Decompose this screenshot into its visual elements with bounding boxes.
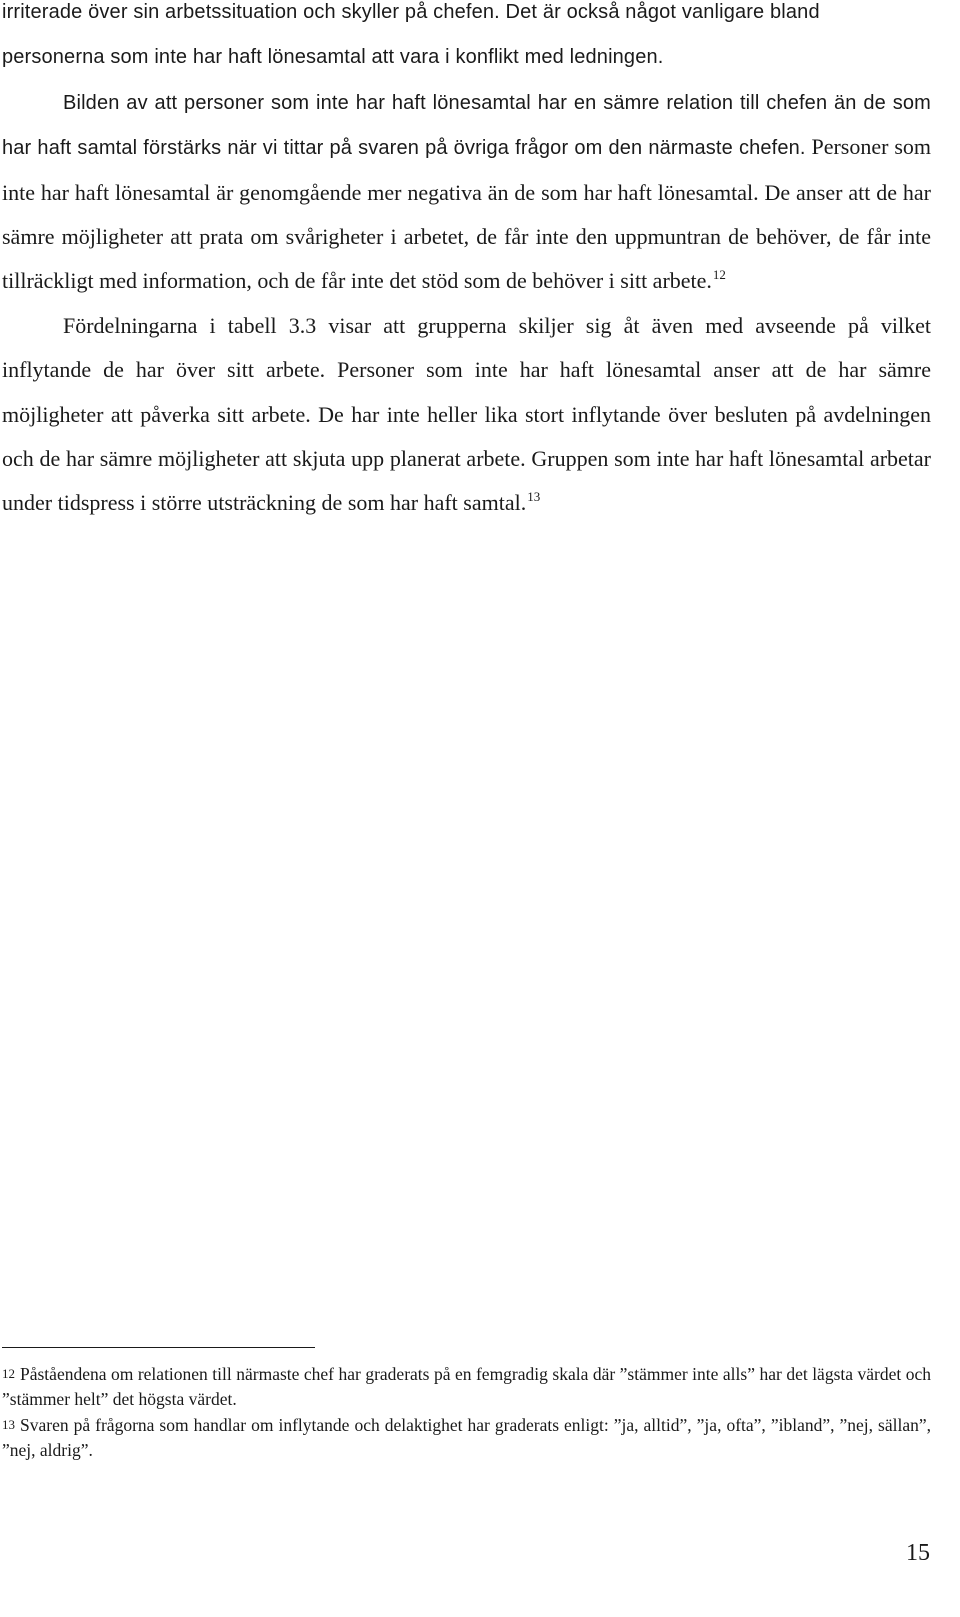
footnote-ref-13[interactable]: 13: [527, 489, 541, 505]
paragraph-1-line-1: irriterade över sin arbetssituation och skyller på chefen. Det är också något vanligare bland: [2, 1, 820, 23]
paragraph-1-line-2: personerna som inte har haft lönesamtal att vara i konflikt med ledningen.: [2, 46, 664, 69]
footnote-number: 13: [2, 1417, 15, 1432]
footnote-ref-12[interactable]: 12: [712, 267, 726, 283]
footnotes: [2, 1361, 931, 1463]
footnote-13: [2, 1412, 931, 1463]
paragraph-2-serif-text: Personer som inte har haft lönesamtal är genomgående mer negativa än de som har haft lönesamtal. De anser att de har sämre möjligheter att prata om svårigheter i arbetet, de får inte den uppmuntran de behöver, de får inte tillräckligt med information, och de får inte det stöd som de behöver i sitt arbete.: [2, 134, 931, 294]
paragraph-2: [2, 80, 931, 304]
footnote-text: Svaren på frågorna som handlar om inflytande och delaktighet har graderats enligt: ”ja, alltid”, ”ja, ofta”, ”ibland”, ”nej, sällan”, ”nej, aldrig”.: [2, 1415, 931, 1460]
paragraph-2-sans-text: Bilden av att personer som inte har haft lönesamtal har en sämre relation till chefen än de som har haft samtal förstärks när vi tittar på svaren på övriga frågor om den närmaste chefen.: [2, 91, 931, 160]
paragraph-1: [2, 0, 931, 80]
paragraph-3-text: Fördelningarna i tabell 3.3 visar att grupperna skiljer sig åt även med avseende på vilket inflytande de har över sitt arbete. Personer som inte har haft lönesamtal anser att de har sämre möjligheter att påverka sitt arbete. De har inte heller lika stort inflytande över besluten på avdelningen och de har sämre möjligheter att skjuta upp planerat arbete. Gruppen som inte har haft lönesamtal arbetar under tidspress i större utsträckning de som har haft samtal.: [2, 312, 931, 516]
paragraph-3: [2, 304, 931, 526]
footnote-text: Påståendena om relationen till närmaste chef har graderats på en femgradig skala där ”stämmer inte alls” har det lägsta värdet och ”stämmer helt” det högsta värdet.: [2, 1364, 931, 1409]
footnote-12: [2, 1361, 931, 1412]
footnote-number: 12: [2, 1366, 15, 1381]
body-text: [2, 0, 931, 526]
footnote-separator: [2, 1347, 315, 1348]
page-number: 15: [906, 1540, 930, 1566]
